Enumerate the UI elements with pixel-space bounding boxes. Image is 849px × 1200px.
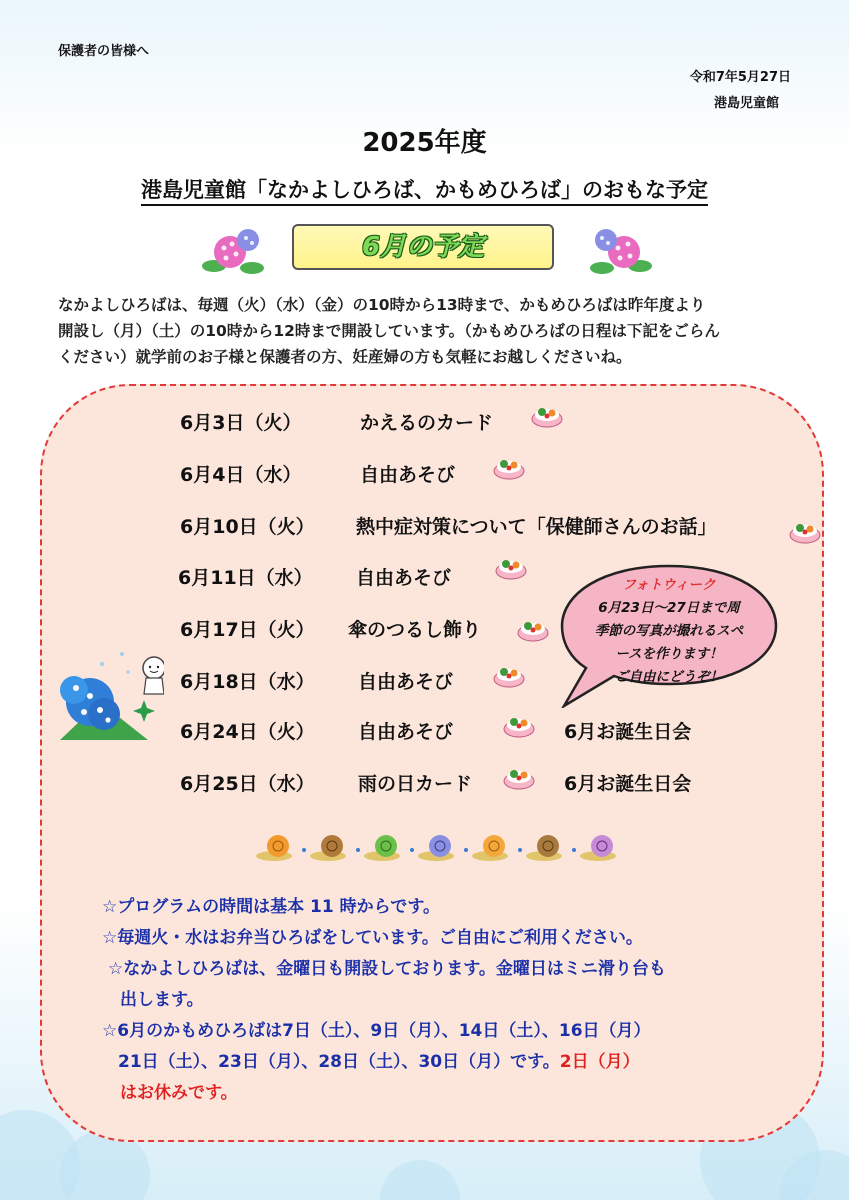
- schedule-event: 熱中症対策について「保健師さんのお話」: [356, 516, 717, 538]
- schedule-event: 自由あそび: [358, 721, 454, 743]
- photo-week-line: 6月23日～27日まで周: [598, 600, 740, 616]
- month-heading: 6月の予定: [292, 224, 554, 270]
- photo-week-line: ご自由にどうぞ！: [615, 669, 723, 685]
- schedule-event: 自由あそび: [360, 464, 456, 486]
- schedule-event: 自由あそび: [358, 671, 454, 693]
- schedule-date: 6月18日（水）: [180, 671, 315, 693]
- hydrangea-icon: [588, 222, 654, 278]
- bento-icon: [492, 454, 526, 480]
- schedule-extra: 6月お誕生日会: [564, 721, 692, 743]
- schedule-extra: 6月お誕生日会: [564, 773, 692, 795]
- photo-week-line: 季節の写真が撮れるスペ: [594, 623, 744, 639]
- bento-icon: [788, 518, 822, 544]
- note-item: ☆毎週火・水はお弁当ひろばをしています。ご自由にご利用ください。: [102, 928, 643, 948]
- bento-icon: [516, 616, 550, 642]
- note-item: 出します。: [120, 990, 204, 1010]
- note-item: ☆6月のかもめひろばは7日（土）、9日（月）、14日（土）、16日（月）: [102, 1021, 651, 1041]
- closed-day: 2日（月）: [559, 1052, 640, 1072]
- schedule-row: [180, 460, 540, 490]
- year-title: 2025年度: [362, 128, 487, 158]
- hydrangea-icon: [200, 222, 266, 278]
- intro-line: なかよしひろばは、毎週（火）（水）（金）の10時から13時まで、かもめひろばは昨年度より: [58, 296, 706, 314]
- schedule-date: 6月4日（水）: [180, 464, 302, 486]
- schedule-date: 6月17日（火）: [180, 619, 315, 641]
- photo-week-notice: [566, 574, 772, 689]
- schedule-date: 6月24日（火）: [180, 721, 315, 743]
- schedule-date: 6月11日（水）: [178, 567, 313, 589]
- note-item: ☆なかよしひろばは、金曜日も開設しております。金曜日はミニ滑り台も: [108, 959, 666, 979]
- snail-icon: [256, 835, 292, 861]
- photo-week-line: ースを作ります！: [615, 646, 723, 662]
- note-text: 21日（土）、23日（月）、28日（土）、30日（月）です。: [118, 1052, 560, 1072]
- intro-line: ください）就学前のお子様と保護者の方、妊産婦の方も気軽にお越しくださいね。: [58, 348, 632, 366]
- schedule-row: [180, 512, 800, 542]
- note-item: ☆プログラムの時間は基本 11 時からです。: [102, 897, 441, 917]
- schedule-date: 6月3日（火）: [180, 412, 302, 434]
- bento-icon: [502, 712, 536, 738]
- intro-paragraph: [58, 292, 818, 370]
- schedule-event: 雨の日カード: [358, 773, 473, 795]
- main-title-text: 港島児童館「なかよしひろば、かもめひろば」のおもな予定: [141, 178, 708, 206]
- snail-row: [254, 828, 646, 864]
- hydrangea-icon: [52, 640, 164, 750]
- bento-icon: [502, 764, 536, 790]
- schedule-date: 6月25日（水）: [180, 773, 315, 795]
- bento-icon: [494, 554, 528, 580]
- bg-clover-5: [380, 1160, 460, 1200]
- note-item: [118, 1047, 802, 1078]
- schedule-row: [180, 667, 540, 697]
- schedule-date: 6月10日（火）: [180, 516, 315, 538]
- photo-week-title: フォトウィーク: [622, 577, 716, 593]
- intro-line: 開設し（月）（土）の10時から12時まで開設しています。（かもめひろばの日程は下記をごらん: [58, 322, 720, 340]
- notes-list: [102, 892, 802, 1109]
- bento-icon: [530, 402, 564, 428]
- schedule-row: [180, 769, 740, 799]
- schedule-event: かえるのカード: [360, 412, 494, 434]
- schedule-row: [178, 563, 538, 593]
- organization-name: 港島児童館: [713, 96, 779, 111]
- bento-icon: [492, 662, 526, 688]
- schedule-event: 傘のつるし飾り: [348, 619, 482, 641]
- schedule-event: 自由あそび: [356, 567, 452, 589]
- issue-date: 令和7年5月27日: [689, 70, 791, 85]
- note-item: はお休みです。: [120, 1083, 238, 1103]
- schedule-row: [180, 615, 540, 645]
- addressee: 保護者の皆様へ: [58, 44, 150, 59]
- schedule-row: [180, 717, 740, 747]
- main-title: [0, 174, 849, 204]
